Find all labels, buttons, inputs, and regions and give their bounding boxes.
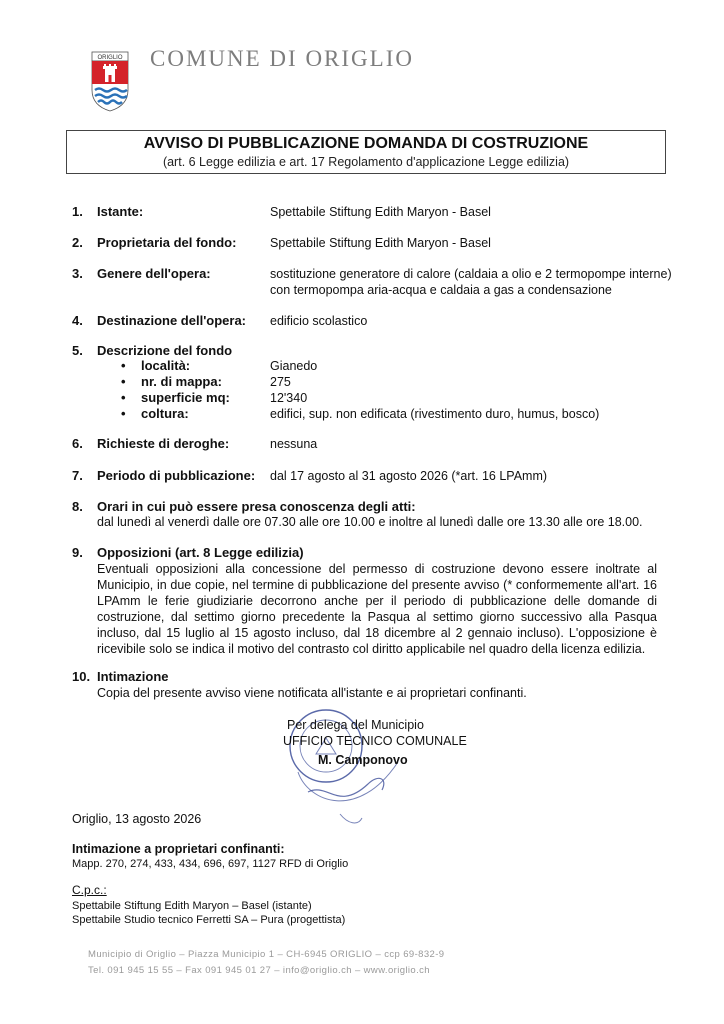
organization-name: COMUNE DI ORIGLIO — [150, 46, 414, 71]
item-text-intimazione: Copia del presente avviso viene notificata all'istante e ai proprietari confinanti. — [97, 686, 527, 700]
sub-label-coltura: coltura: — [141, 406, 189, 421]
document-subtitle: (art. 6 Legge edilizia e art. 17 Regolamento d'applicazione Legge edilizia) — [162, 155, 570, 169]
item-value-genere-line1: sostituzione generatore di calore (caldaia a olio e 2 termopompe interne) — [270, 267, 672, 281]
item-value-proprietaria: Spettabile Stiftung Edith Maryon - Basel — [270, 236, 491, 250]
bullet-icon: • — [121, 358, 126, 373]
title-box — [66, 130, 666, 174]
item-number: 7. — [72, 468, 83, 483]
item-value-deroghe: nessuna — [270, 437, 318, 451]
item-value-periodo: dal 17 agosto al 31 agosto 2026 (*art. 16 LPAmm) — [270, 469, 548, 483]
intimazione-title: Intimazione a proprietari confinanti: — [72, 842, 285, 856]
item-label-destinazione: Destinazione dell'opera: — [97, 313, 247, 328]
item-value-genere-line2: con termopompa aria-acqua e caldaia a gas a condensazione — [270, 283, 612, 297]
footer-address: Municipio di Origlio – Piazza Municipio 1 – CH-6945 ORIGLIO – ccp 69-832-9 — [88, 949, 445, 960]
item-label-orari: Orari in cui può essere presa conoscenza degli atti: — [97, 499, 416, 514]
item-number: 3. — [72, 266, 83, 281]
document-title: AVVISO DI PUBBLICAZIONE DOMANDA DI COSTRUZIONE — [143, 135, 589, 152]
item-number: 8. — [72, 499, 83, 514]
bullet-icon: • — [121, 406, 126, 421]
sub-value-mappa: 275 — [270, 375, 291, 389]
item-number: 10. — [72, 669, 91, 684]
bullet-icon: • — [121, 390, 126, 405]
cpc-line: Spettabile Studio tecnico Ferretti SA – Pura (progettista) — [72, 914, 346, 926]
item-label-deroghe: Richieste di deroghe: — [97, 436, 230, 451]
item-number: 6. — [72, 436, 83, 451]
sub-value-coltura: edifici, sup. non edificata (rivestimento duro, humus, bosco) — [270, 407, 600, 421]
item-label-intimazione: Intimazione — [97, 669, 169, 684]
municipal-crest-logo — [86, 50, 134, 112]
sub-label-localita: località: — [141, 358, 191, 373]
item-value-destinazione: edificio scolastico — [270, 314, 368, 328]
item-text-orari: dal lunedì al venerdì dalle ore 07.30 alle ore 10.00 e inoltre al lunedì dalle ore 13.30 alle ore 18.00. — [97, 515, 643, 529]
intimazione-text: Mapp. 270, 274, 433, 434, 696, 697, 1127 RFD di Origlio — [72, 858, 349, 870]
item-text-opposizioni: Eventuali opposizioni alla concessione del permesso di costruzione devono essere inoltrate al Municipio, in due copie, nel termine di pubblicazione del presente avviso (* conformemente all'art. 16 LPAmm le ferie giudiziarie decorrono anche per il periodo di pubblicazione delle domande di costruzione, dal settimo giorno precedente la Pasqua al settimo giorno successivo alla Pasqua incluso, dal 15 luglio al 15 agosto incluso, dal 18 dicembre al 2 gennaio incluso). L'opposizione è ricevibile solo se indica il motivo del contrasto col diritto applicabile nel quadro della licenza edilizia. — [97, 562, 657, 656]
item-number: 1. — [72, 204, 83, 219]
item-number: 9. — [72, 545, 83, 560]
item-number: 4. — [72, 313, 83, 328]
item-label-proprietaria: Proprietaria del fondo: — [97, 235, 237, 250]
signature-office: UFFICIO TECNICO COMUNALE — [283, 734, 467, 748]
item-label-genere: Genere dell'opera: — [97, 266, 211, 281]
cpc-line: Spettabile Stiftung Edith Maryon – Basel (istante) — [72, 900, 312, 912]
sub-value-superficie: 12'340 — [270, 391, 308, 405]
sub-label-superficie: superficie mq: — [141, 390, 230, 405]
cpc-title: C.p.c.: — [72, 883, 107, 897]
item-value-istante: Spettabile Stiftung Edith Maryon - Basel — [270, 205, 491, 219]
sub-label-mappa: nr. di mappa: — [141, 374, 222, 389]
footer-contacts: Tel. 091 945 15 55 – Fax 091 945 01 27 – info@origlio.ch – www.origlio.ch — [88, 965, 430, 976]
item-label-descrizione: Descrizione del fondo — [97, 343, 233, 358]
item-label-periodo: Periodo di pubblicazione: — [97, 468, 256, 483]
bullet-icon: • — [121, 374, 126, 389]
item-number: 2. — [72, 235, 83, 250]
signature-delega: Per delega del Municipio — [287, 718, 424, 732]
item-number: 5. — [72, 343, 83, 358]
place-date: Origlio, 13 agosto 2026 — [72, 812, 202, 826]
item-label-opposizioni: Opposizioni (art. 8 Legge edilizia) — [97, 545, 304, 560]
svg-text:ORIGLIO: ORIGLIO — [97, 55, 123, 61]
signature-name: M. Camponovo — [318, 753, 408, 767]
sub-value-localita: Gianedo — [270, 359, 318, 373]
item-label-istante: Istante: — [97, 204, 144, 219]
